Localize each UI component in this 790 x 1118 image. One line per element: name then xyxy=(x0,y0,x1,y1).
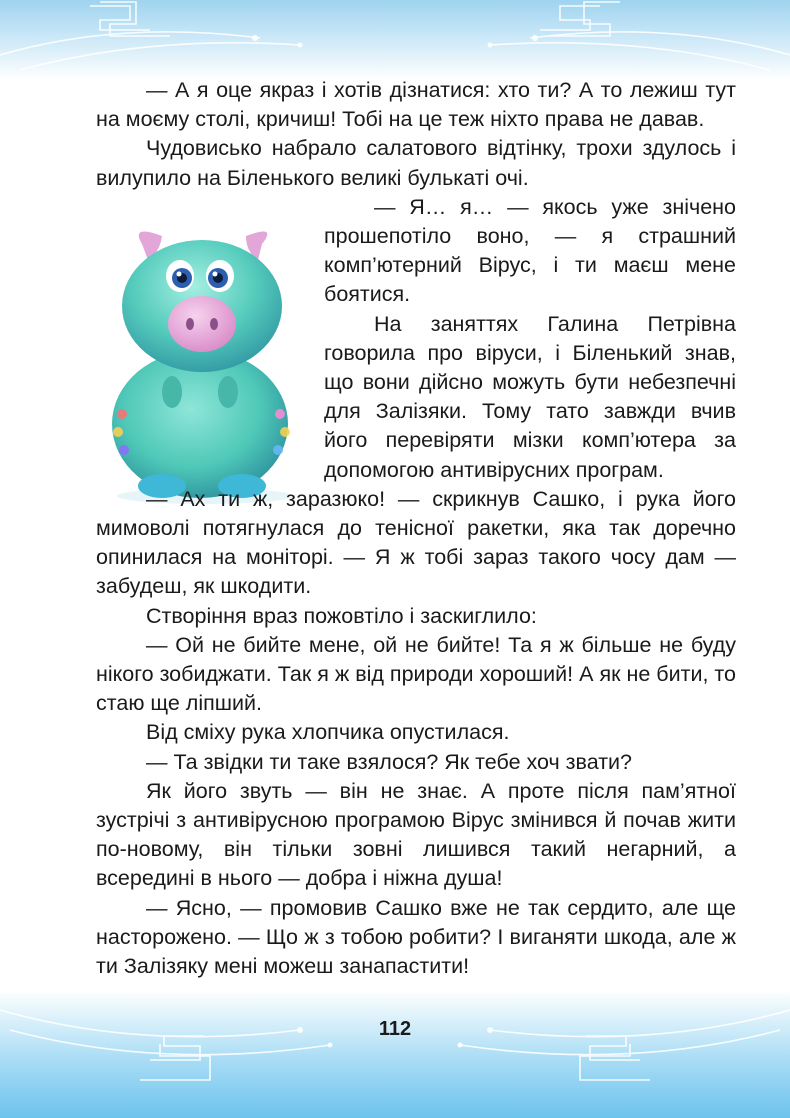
paragraph: — Я… я… — якось уже знічено прошепотіло воно, — я страшний комп’ютерний Вірус, і ти маєш мене боятися. xyxy=(324,194,736,307)
bottom-decorative-banner xyxy=(0,990,790,1118)
page-number: 112 xyxy=(378,1018,412,1040)
paragraph: Чудовисько набрало салатового відтінку, трохи здулось і вилупило на Біленького великі булькаті очі. xyxy=(96,136,736,190)
illustration-spacer xyxy=(96,193,324,471)
paragraph: — А я оце якраз і хотів дізнатися: хто ти? А то лежиш тут на моєму столі, кричиш! Тобі на це теж ніхто права не давав. xyxy=(96,78,736,132)
bottom-ornament xyxy=(0,990,790,1118)
top-decorative-banner xyxy=(0,0,790,80)
paragraph: Як його звуть — він не знає. А проте після пам’ятної зустрічі з антивірусною програмою Вірус змінився й почав жити по-новому, він тільки зовні лишився такий негарний, а всередині в нього — добра і ніжна душа! xyxy=(96,778,736,891)
paragraph: Від сміху рука хлопчика опустилася. xyxy=(146,720,510,745)
paragraph: На заняттях Галина Петрівна говорила про віруси, і Біленький знав, що вони дійсно можуть бути небезпечні для Залізяки. Тому тато завжди вчив його перевіряти мізки комп’ютера за допомогою антивірусних програм. xyxy=(324,311,736,482)
paragraph: — Ясно, — промовив Сашко вже не так сердито, але ще насторожено. — Що ж з тобою робити? І виганяти шкода, але ж ти Залізяку мені можеш занапастити! xyxy=(96,895,736,979)
paragraph: — Ах ти ж, заразюко! — скрикнув Сашко, і рука його мимоволі потягнулася до тенісної ракетки, яка так доречно опинилася на моніторі. — Я ж тобі зараз такого чосу дам — забудеш, як шкодити. xyxy=(96,486,736,599)
paragraph: — Та звідки ти таке взялося? Як тебе хоч звати? xyxy=(146,749,633,774)
top-ornament xyxy=(0,0,790,80)
paragraph: Створіння враз пожовтіло і заскиглило: xyxy=(146,603,537,628)
story-text xyxy=(96,76,736,981)
paragraph: — Ой не бийте мене, ой не бийте! Та я ж більше не буду нікого зобиджати. Так я ж від природи хороший! А як не бити, то стаю ще ліпший. xyxy=(96,632,736,716)
